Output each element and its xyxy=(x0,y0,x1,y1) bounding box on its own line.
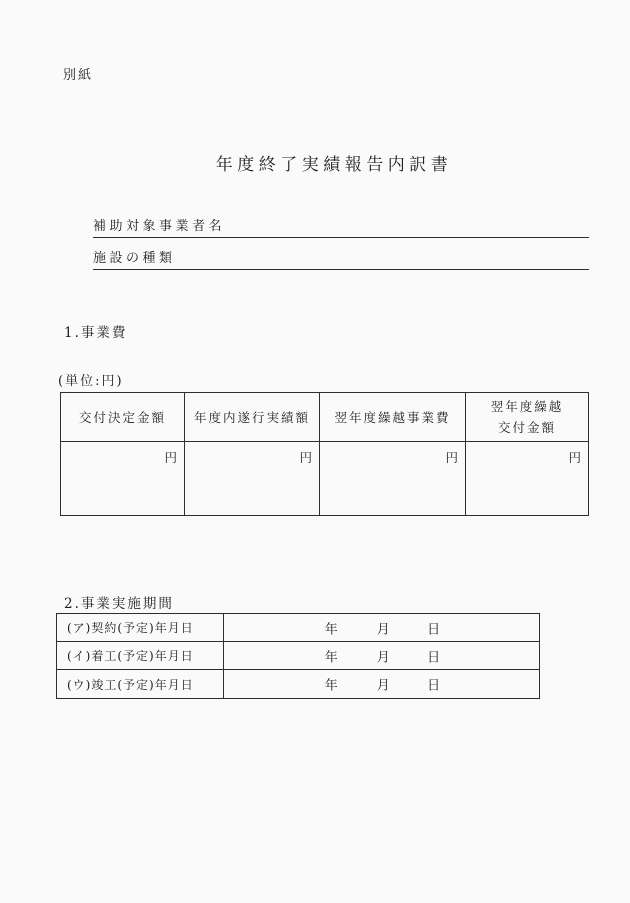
month-label: 月 xyxy=(376,650,390,665)
month-label: 月 xyxy=(376,622,390,637)
cost-header-carryover-grant xyxy=(465,393,588,442)
cost-header-performed-in-year: 年度内遂行実績額 xyxy=(184,393,319,442)
cost-cell-performed-in-year xyxy=(184,442,319,515)
period-row-contract xyxy=(57,614,539,642)
field-operator-name xyxy=(93,215,589,238)
period-row-construction-start xyxy=(57,642,539,670)
day-label: 日 xyxy=(427,678,441,694)
yen-suffix: 円 xyxy=(299,450,312,465)
period-row-contract-value xyxy=(223,614,539,641)
section-period-heading: 2.事業実施期間 xyxy=(64,596,174,612)
month-label: 月 xyxy=(376,678,390,694)
period-row-contract-label: (ア)契約(予定)年月日 xyxy=(67,621,194,635)
field-facility-type xyxy=(93,247,589,270)
day-label: 日 xyxy=(427,650,441,665)
yen-suffix: 円 xyxy=(445,450,458,465)
period-row-construction-start-value xyxy=(223,642,539,669)
year-label: 年 xyxy=(324,622,338,637)
period-row-completion-label: (ウ)竣工(予定)年月日 xyxy=(67,677,194,692)
field-operator-name-label: 補助対象事業者名 xyxy=(93,219,226,234)
cost-cell-grant-decided xyxy=(61,442,184,515)
unit-note: (単位:円) xyxy=(58,374,124,389)
period-table xyxy=(56,613,540,699)
period-row-completion-value xyxy=(223,670,539,698)
cost-cell-carryover-cost xyxy=(319,442,465,515)
cost-cell-carryover-grant xyxy=(465,442,588,515)
cost-header-carryover-grant-line1: 翌年度繰越 xyxy=(490,399,564,414)
page-title: 年度終了実績報告内訳書 xyxy=(215,155,453,175)
yen-suffix: 円 xyxy=(568,450,581,465)
year-label: 年 xyxy=(324,650,338,665)
year-label: 年 xyxy=(324,678,338,694)
day-label: 日 xyxy=(427,622,441,637)
cost-table xyxy=(60,392,589,516)
cost-header-carryover-grant-line2: 交付金額 xyxy=(497,420,556,435)
yen-suffix: 円 xyxy=(164,450,177,465)
cost-header-grant-decided: 交付決定金額 xyxy=(61,393,184,442)
cost-header-carryover-cost: 翌年度繰越事業費 xyxy=(319,393,465,442)
field-facility-type-label: 施設の種類 xyxy=(93,251,176,266)
period-row-completion xyxy=(57,670,539,698)
attachment-label: 別紙 xyxy=(63,68,94,83)
period-row-construction-start-label: (イ)着工(予定)年月日 xyxy=(67,649,194,663)
section-cost-heading: 1.事業費 xyxy=(64,325,128,341)
